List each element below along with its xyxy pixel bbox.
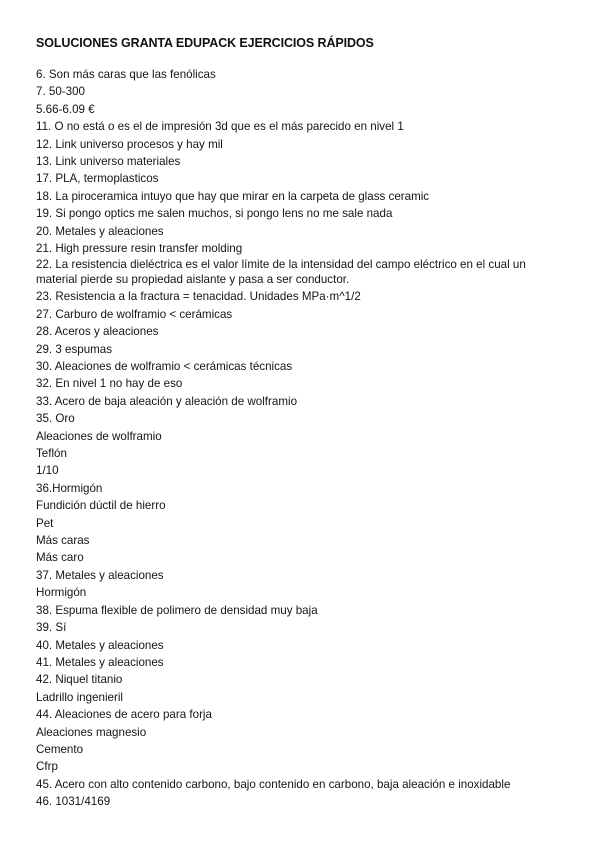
answer-line-46: 46. 1031/4169	[36, 795, 111, 809]
answer-line-44c: Cemento	[36, 742, 84, 756]
answer-line-44: 44. Aleaciones de acero para forja	[36, 708, 212, 722]
answer-line-11: 11. O no está o es el de impresión 3d que es el más parecido en nivel 1	[36, 120, 404, 134]
answer-line-30: 30. Aleaciones de wolframio < cerámicas técnicas	[36, 360, 293, 373]
answer-line-36b: Fundición dúctil de hierro	[36, 499, 166, 513]
answer-line-22: 22. La resistencia dieléctrica es el valor límite de la intensidad del campo eléctrico en el cual un material pierde su propiedad aislante y pasa a ser conductor.	[36, 258, 526, 286]
answer-line-29: 29. 3 espumas	[36, 342, 113, 356]
answer-line-42b: Ladrillo ingenieril	[36, 690, 124, 704]
answer-line-35d: 1/10	[36, 464, 59, 478]
answer-line-7: 7. 50-300	[36, 85, 85, 99]
answer-line-44b: Aleaciones magnesio	[36, 725, 147, 739]
answer-line-price: 5.66-6.09 €	[36, 102, 95, 116]
answer-line-23: 23. Resistencia a la fractura = tenacidad. Unidades MPa·m^1/2	[36, 290, 361, 304]
answer-line-42: 42. Niquel titanio	[36, 673, 123, 687]
answer-line-37b: Hormigón	[36, 586, 87, 600]
answer-line-36d: Más caras	[36, 534, 90, 548]
answer-line-20: 20. Metales y aleaciones	[36, 224, 164, 238]
answer-line-40: 40. Metales y aleaciones	[36, 638, 164, 652]
answer-line-41: 41. Metales y aleaciones	[36, 655, 164, 669]
document-title: SOLUCIONES GRANTA EDUPACK EJERCICIOS RÁPIDOS	[36, 36, 374, 50]
answer-line-6: 6. Son más caras que las fenólicas	[36, 68, 216, 81]
answer-line-45: 45. Acero con alto contenido carbono, bajo contenido en carbono, baja aleación e inoxidable	[36, 777, 511, 791]
answer-line-18: 18. La piroceramica intuyo que hay que mirar en la carpeta de glass ceramic	[36, 189, 430, 203]
answer-line-36e: Más caro	[36, 551, 84, 565]
answer-line-39: 39. Sí	[36, 621, 67, 635]
answer-line-35c: Teflón	[36, 447, 67, 461]
answer-line-13: 13. Link universo materiales	[36, 155, 181, 169]
answer-line-38: 38. Espuma flexible de polimero de densidad muy baja	[36, 603, 318, 617]
answer-line-32: 32. En nivel 1 no hay de eso	[36, 377, 183, 391]
answer-line-17: 17. PLA, termoplasticos	[36, 172, 159, 186]
answer-line-37: 37. Metales y aleaciones	[36, 568, 164, 582]
answer-line-35b: Aleaciones de wolframio	[36, 429, 162, 443]
answer-line-27: 27. Carburo de wolframio < cerámicas	[36, 307, 233, 321]
answer-line-28: 28. Aceros y aleaciones	[36, 325, 159, 339]
answer-line-12: 12. Link universo procesos y hay mil	[36, 137, 223, 151]
answer-line-44d: Cfrp	[36, 760, 58, 774]
answer-list	[36, 66, 566, 811]
answer-line-33: 33. Acero de baja aleación y aleación de wolframio	[36, 394, 298, 408]
answer-line-35: 35. Oro	[36, 412, 75, 426]
answer-line-19: 19. Si pongo optics me salen muchos, si pongo lens no me sale nada	[36, 207, 393, 221]
answer-line-36c: Pet	[36, 516, 54, 530]
answer-line-36: 36.Hormigón	[36, 481, 103, 495]
answer-line-21: 21. High pressure resin transfer molding	[36, 242, 243, 256]
